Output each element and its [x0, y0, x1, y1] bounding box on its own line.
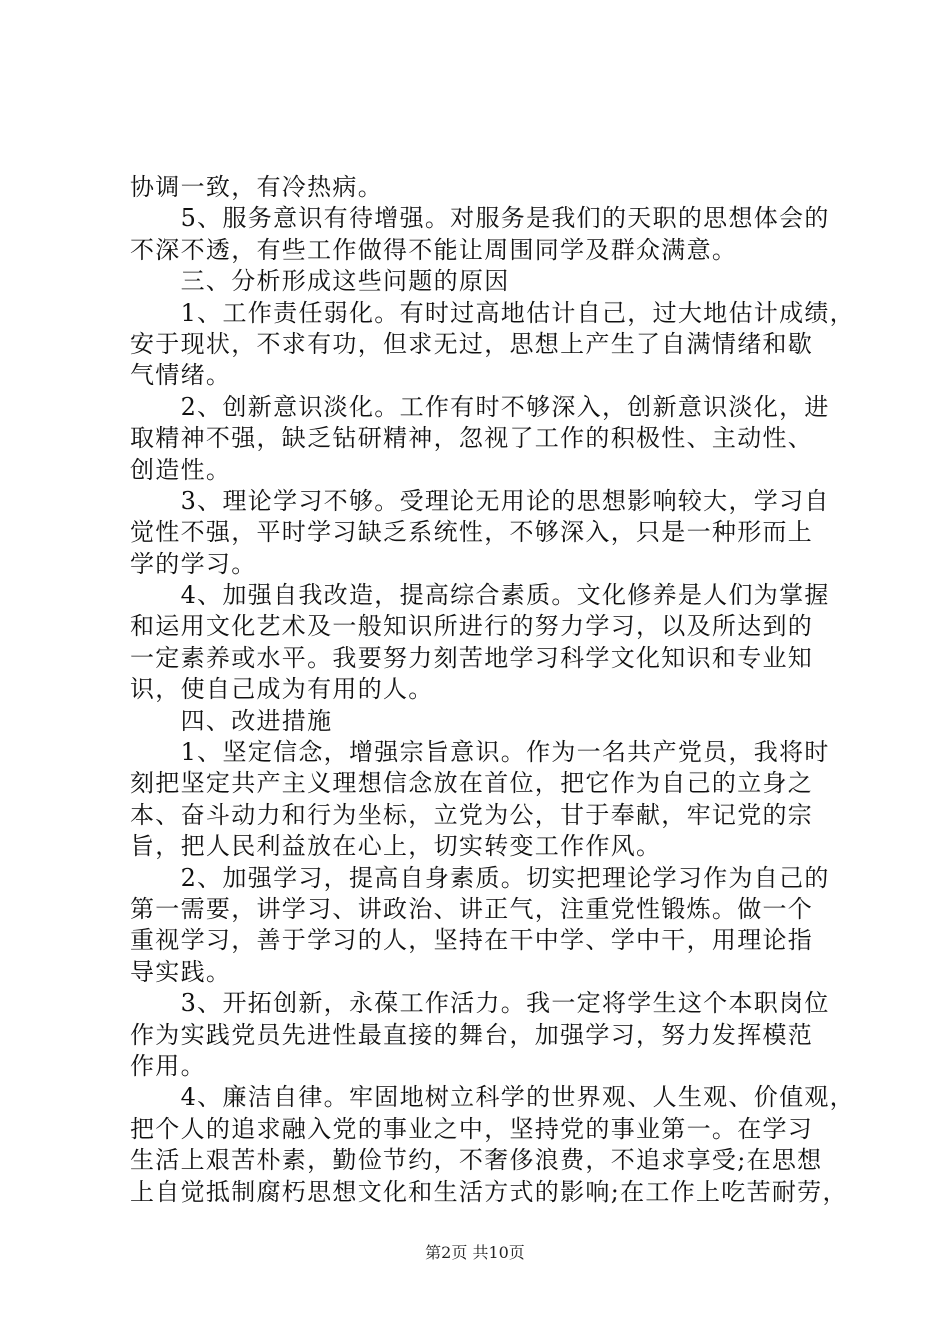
text-line: 第一需要，讲学习、讲政治、讲正气，注重党性锻炼。做一个	[130, 894, 814, 923]
text-line: 学的学习。	[130, 549, 257, 578]
text-line: 4、加强自我改造，提高综合素质。文化修养是人们为掌握	[130, 581, 830, 610]
text-line: 不深不透，有些工作做得不能让周围同学及群众满意。	[130, 235, 738, 264]
text-line: 作用。	[130, 1051, 206, 1080]
text-line: 作为实践党员先进性最直接的舞台，加强学习，努力发挥模范	[130, 1020, 814, 1049]
text-line: 四、改进措施	[130, 706, 333, 735]
text-line: 重视学习，善于学习的人，坚持在干中学、学中干，用理论指	[130, 926, 814, 955]
text-line: 协调一致，有冷热病。	[130, 173, 383, 201]
page-number-footer: 第2页 共10页	[425, 1243, 525, 1262]
text-line: 5、服务意识有待增强。对服务是我们的天职的思想体会的	[130, 204, 830, 233]
document-body	[130, 172, 855, 1208]
text-line: 三、分析形成这些问题的原因	[130, 267, 510, 296]
text-line: 4、廉洁自律。牢固地树立科学的世界观、人生观、价值观，	[130, 1083, 855, 1112]
text-line: 导实践。	[130, 957, 232, 986]
text-line: 上自觉抵制腐朽思想文化和生活方式的影响;在工作上吃苦耐劳，	[130, 1177, 848, 1206]
text-line: 1、坚定信念，增强宗旨意识。作为一名共产党员，我将时	[130, 738, 830, 767]
text-line: 把个人的追求融入党的事业之中，坚持党的事业第一。在学习	[130, 1114, 814, 1143]
text-line: 本、奋斗动力和行为坐标，立党为公，甘于奉献，牢记党的宗	[130, 800, 814, 829]
text-line: 觉性不强，平时学习缺乏系统性，不够深入，只是一种形而上	[130, 518, 814, 547]
text-line: 安于现状，不求有功，但求无过，思想上产生了自满情绪和歇	[130, 329, 814, 358]
text-line: 创造性。	[130, 455, 232, 484]
text-line: 取精神不强，缺乏钻研精神，忽视了工作的积极性、主动性、	[130, 424, 814, 453]
text-line: 和运用文化艺术及一般知识所进行的努力学习，以及所达到的	[130, 612, 814, 641]
text-line: 识，使自己成为有用的人。	[130, 675, 434, 704]
text-line: 2、创新意识淡化。工作有时不够深入，创新意识淡化，进	[130, 392, 830, 421]
text-line: 气情绪。	[130, 361, 232, 390]
text-line: 2、加强学习，提高自身素质。切实把理论学习作为自己的	[130, 863, 830, 892]
text-line: 生活上艰苦朴素，勤俭节约，不奢侈浪费，不追求享受;在思想	[130, 1146, 823, 1175]
text-line: 旨，把人民利益放在心上，切实转变工作作风。	[130, 832, 662, 861]
text-line: 一定素养或水平。我要努力刻苦地学习科学文化知识和专业知	[130, 643, 814, 672]
text-line: 刻把坚定共产主义理想信念放在首位，把它作为自己的立身之	[130, 769, 814, 798]
text-line: 1、工作责任弱化。有时过高地估计自己，过大地估计成绩，	[130, 298, 855, 327]
text-line: 3、理论学习不够。受理论无用论的思想影响较大，学习自	[130, 486, 830, 515]
text-line: 3、开拓创新，永葆工作活力。我一定将学生这个本职岗位	[130, 989, 830, 1018]
